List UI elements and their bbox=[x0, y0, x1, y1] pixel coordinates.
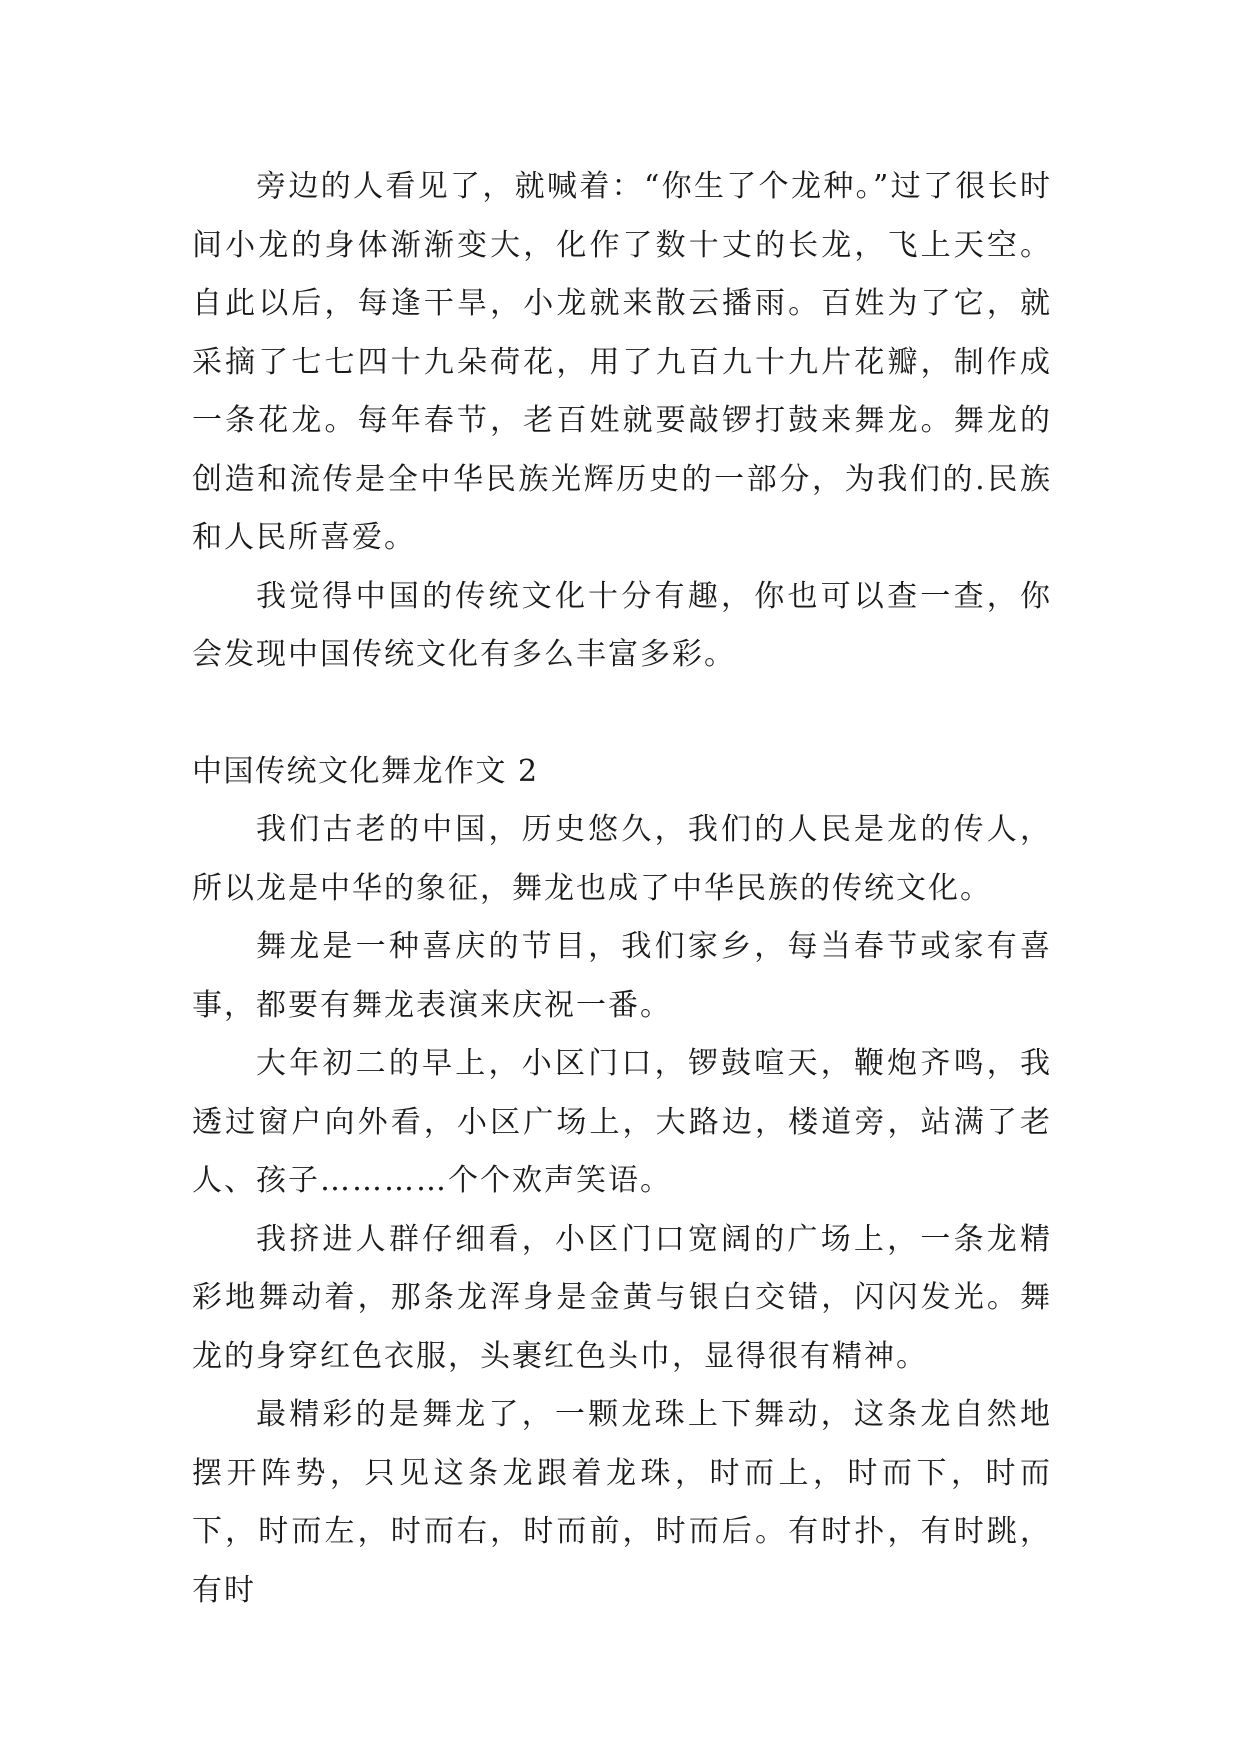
paragraph: 我们古老的中国，历史悠久，我们的人民是龙的传人，所以龙是中华的象征，舞龙也成了中华民族的传统文化。 bbox=[192, 812, 1052, 906]
section-title: 中国传统文化舞龙作文 2 bbox=[192, 753, 539, 789]
paragraph: 舞龙是一种喜庆的节目，我们家乡，每当春节或家有喜事，都要有舞龙表演来庆祝一番。 bbox=[192, 929, 1052, 1023]
paragraph: 最精彩的是舞龙了，一颗龙珠上下舞动，这条龙自然地摆开阵势，只见这条龙跟着龙珠，时而上，时而下，时而下，时而左，时而右，时而前，时而后。有时扑，有时跳，有时 bbox=[192, 1397, 1052, 1608]
paragraph: 旁边的人看见了，就喊着：“你生了个龙种。”过了很长时间小龙的身体渐渐变大，化作了数十丈的长龙，飞上天空。自此以后，每逢干旱，小龙就来散云播雨。百姓为了它，就采摘了七七四十九朵荷花，用了九百九十九片花瓣，制作成一条花龙。每年春节，老百姓就要敲锣打鼓来舞龙。舞龙的创造和流传是全中华民族光辉历史的一部分，为我们的.民族和人民所喜爱。 bbox=[192, 169, 1052, 555]
document-body bbox=[192, 158, 1052, 1620]
section-spacer bbox=[192, 685, 1052, 743]
paragraph: 我挤进人群仔细看，小区门口宽阔的广场上，一条龙精彩地舞动着，那条龙浑身是金黄与银白交错，闪闪发光。舞龙的身穿红色衣服，头裹红色头巾，显得很有精神。 bbox=[192, 1221, 1052, 1374]
paragraph: 我觉得中国的传统文化十分有趣，你也可以查一查，你会发现中国传统文化有多么丰富多彩。 bbox=[192, 578, 1052, 672]
paragraph: 大年初二的早上，小区门口，锣鼓喧天，鞭炮齐鸣，我透过窗户向外看，小区广场上，大路边，楼道旁，站满了老人、孩子…………个个欢声笑语。 bbox=[192, 1046, 1052, 1198]
